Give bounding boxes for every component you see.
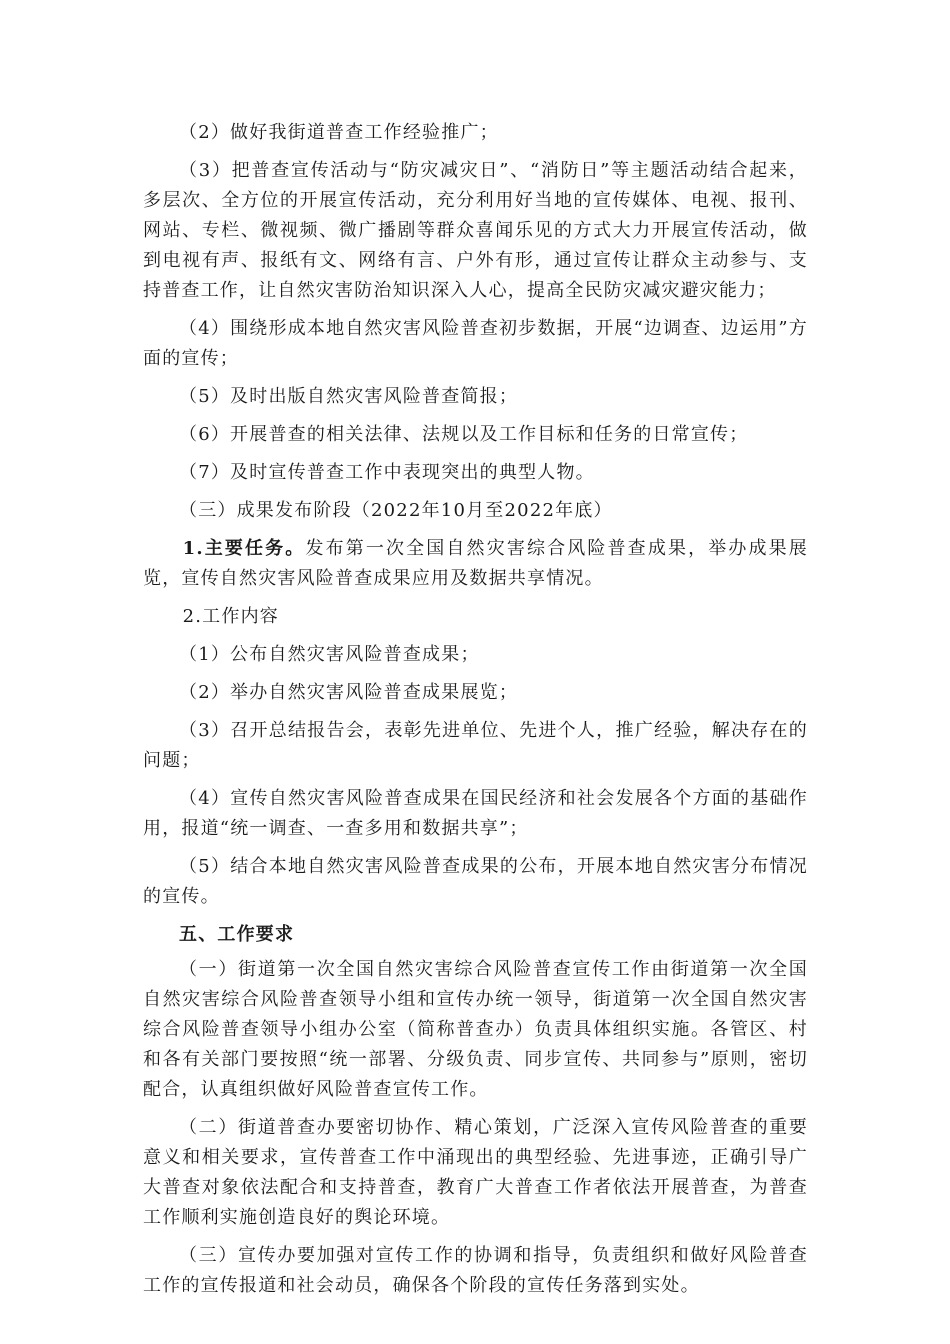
requirement-1: （一）街道第一次全国自然灾害综合风险普查宣传工作由街道第一次全国自然灾害综合风险普查领导小组和宣传办统一领导，街道第一次全国自然灾害综合风险普查领导小组办公室（简称普查办）负责具体组织实施。各管区、村和各有关部门要按照“统一部署、分级负责、同步宣传、共同参与”原则，密切配合，认真组织做好风险普查宣传工作。 — [143, 959, 808, 1100]
content-item-1: （1）公布自然灾害风险普查成果； — [179, 644, 480, 665]
main-task-text: 发布第一次全国自然灾害综合风险普查成果，举办成果展览，宣传自然灾害风险普查成果应用及数据共享情况。 — [143, 538, 808, 589]
paragraph-item-2: （2）做好我街道普查工作经验推广； — [179, 122, 499, 143]
main-task-label: 1.主要任务。 — [182, 538, 306, 559]
paragraph-item-7: （7）及时宣传普查工作中表现突出的典型人物。 — [179, 462, 595, 483]
section-heading-requirements: 五、工作要求 — [179, 924, 295, 945]
work-content-label: 2.工作内容 — [182, 606, 279, 627]
section-phase-three: （三）成果发布阶段（2022年10月至2022年底） — [179, 500, 613, 521]
paragraph-item-5: （5）及时出版自然灾害风险普查简报； — [179, 386, 519, 407]
content-item-3: （3）召开总结报告会，表彰先进单位、先进个人，推广经验，解决存在的问题； — [143, 720, 808, 771]
paragraph-item-3: （3）把普查宣传活动与“防灾减灾日”、“消防日”等主题活动结合起来，多层次、全方位的开展宣传活动，充分利用好当地的宣传媒体、电视、报刊、网站、专栏、微视频、微广播剧等群众喜闻乐见的方式大力开展宣传活动，做到电视有声、报纸有文、网络有言、户外有形，通过宣传让群众主动参与、支持普查工作，让自然灾害防治知识深入人心，提高全民防灾减灾避灾能力； — [143, 160, 808, 301]
requirement-3: （三）宣传办要加强对宣传工作的协调和指导，负责组织和做好风险普查工作的宣传报道和社会动员，确保各个阶段的宣传任务落到实处。 — [143, 1245, 808, 1296]
content-item-5: （5）结合本地自然灾害风险普查成果的公布，开展本地自然灾害分布情况的宣传。 — [143, 856, 808, 907]
content-item-4: （4）宣传自然灾害风险普查成果在国民经济和社会发展各个方面的基础作用，报道“统一调查、一查多用和数据共享”； — [143, 788, 808, 839]
content-item-2: （2）举办自然灾害风险普查成果展览； — [179, 682, 519, 703]
document-page — [143, 118, 808, 1301]
paragraph-item-4: （4）围绕形成本地自然灾害风险普查初步数据，开展“边调查、边运用”方面的宣传； — [143, 318, 808, 369]
paragraph-item-6: （6）开展普查的相关法律、法规以及工作目标和任务的日常宣传； — [179, 424, 749, 445]
paragraph-main-task — [143, 534, 808, 594]
requirement-2: （二）街道普查办要密切协作、精心策划，广泛深入宣传风险普查的重要意义和相关要求，宣传普查工作中涌现出的典型经验、先进事迹，正确引导广大普查对象依法配合和支持普查，教育广大普查工作者依法开展普查，为普查工作顺利实施创造良好的舆论环境。 — [143, 1117, 808, 1228]
